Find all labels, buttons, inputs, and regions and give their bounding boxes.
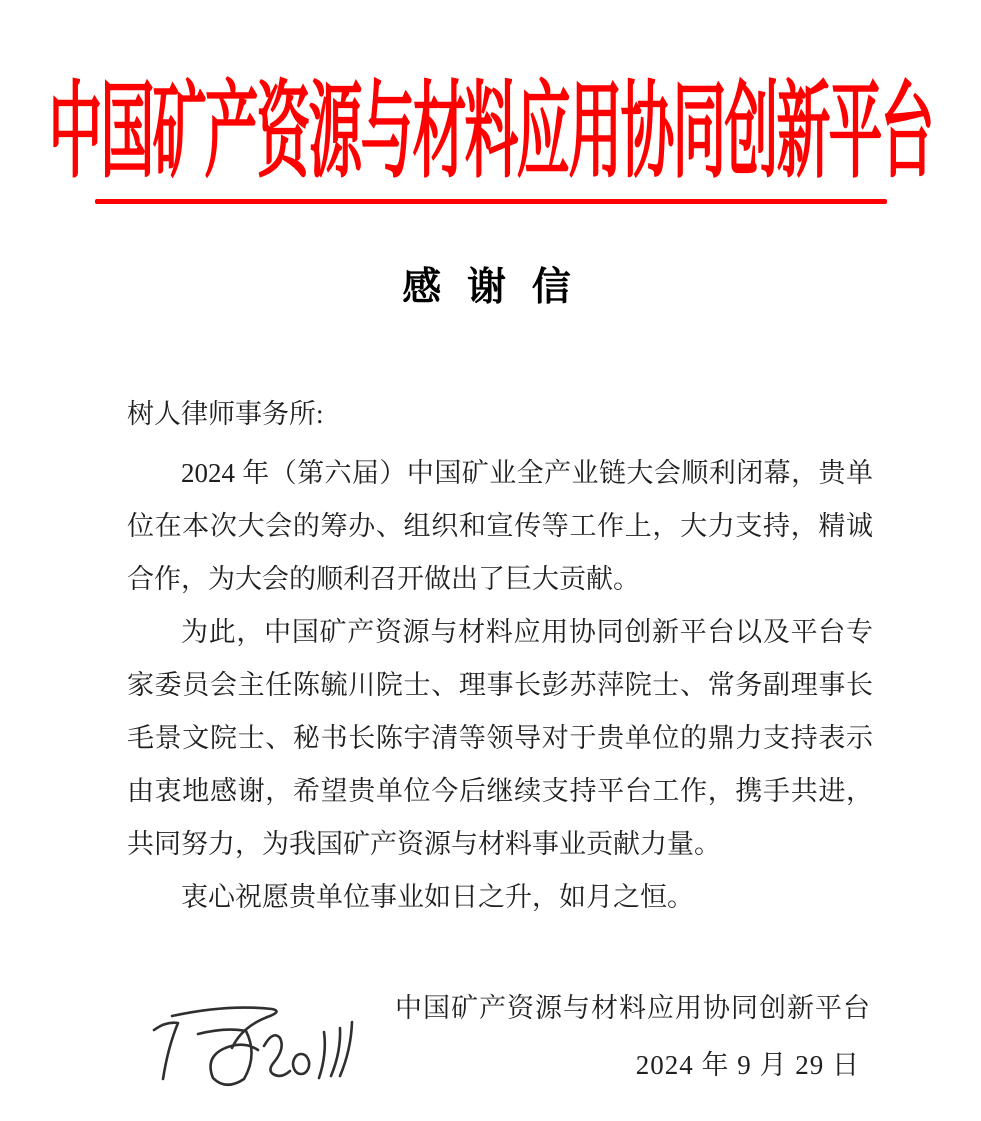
signature-date: 2024 年 9 月 29 日 bbox=[635, 1050, 860, 1080]
letter-body bbox=[0, 388, 981, 924]
letterhead bbox=[0, 72, 981, 196]
signature-block bbox=[0, 992, 981, 1121]
paragraph-1: 2024 年（第六届）中国矿业全产业链大会顺利闭幕，贵单位在本次大会的筹办、组织和宣传等工作上，大力支持，精诚合作，为大会的顺利召开做出了巨大贡献。 bbox=[127, 458, 873, 594]
paragraph-2: 为此，中国矿产资源与材料应用协同创新平台以及平台专家委员会主任陈毓川院士、理事长彭苏萍院士、常务副理事长毛景文院士、秘书长陈宇清等领导对于贵单位的鼎力支持表示由衷地感谢，希望贵单位今后继续支持平台工作，携手共进，共同努力，为我国矿产资源与材料事业贡献力量。 bbox=[127, 617, 873, 859]
letter-title: 感 谢 信 bbox=[402, 266, 579, 309]
signature-organization: 中国矿产资源与材料应用协同创新平台 bbox=[395, 993, 871, 1023]
letterhead-underline bbox=[95, 199, 887, 204]
handwritten-signature-icon bbox=[138, 990, 388, 1105]
letterhead-title: 中国矿产资源与材料应用协同创新平台 bbox=[48, 73, 933, 191]
salutation: 树人律师事务所: bbox=[127, 399, 324, 429]
paragraph-3: 衷心祝愿贵单位事业如日之升，如月之恒。 bbox=[181, 882, 694, 912]
